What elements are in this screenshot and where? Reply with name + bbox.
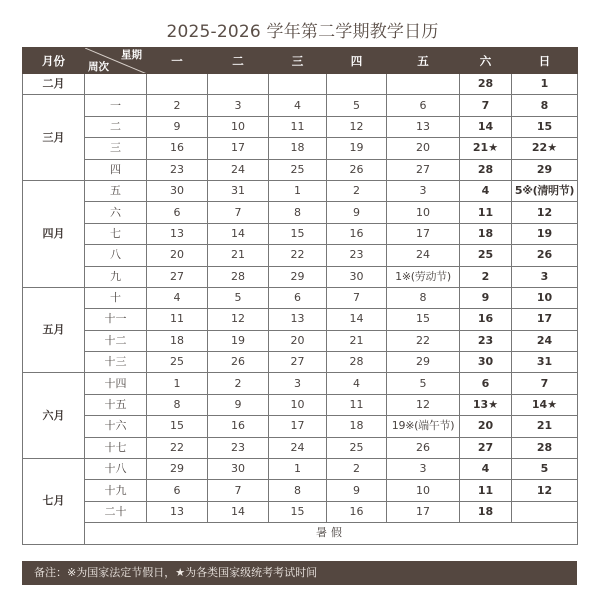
month-cell: 二月: [23, 74, 85, 95]
day-cell: 20: [460, 416, 512, 437]
day-cell: 30: [208, 459, 269, 480]
day-cell: 16: [460, 309, 512, 330]
day-cell: 12: [208, 309, 269, 330]
day-cell: 8: [512, 95, 578, 116]
day-cell: 4: [327, 373, 387, 394]
day-cell: 23: [147, 159, 208, 180]
day-cell: 19: [208, 330, 269, 351]
day-cell: 16: [147, 138, 208, 159]
week-number-cell: 三: [85, 138, 147, 159]
day-cell: 7: [512, 373, 578, 394]
day-cell: 11: [327, 394, 387, 415]
day-cell: 17: [387, 501, 460, 522]
day-cell: 28: [327, 352, 387, 373]
week-number-cell: 七: [85, 223, 147, 244]
day-cell: 6: [269, 287, 327, 308]
week-number-cell: 十二: [85, 330, 147, 351]
day-cell: 25: [460, 245, 512, 266]
day-header-sun: 日: [512, 48, 578, 74]
table-row: [23, 309, 578, 330]
day-cell: 21: [208, 245, 269, 266]
day-cell: 16: [327, 501, 387, 522]
day-cell: 17: [269, 416, 327, 437]
week-number-corner-label: 周次: [88, 61, 109, 73]
day-cell: 5: [512, 459, 578, 480]
day-cell: 23: [208, 437, 269, 458]
day-cell: 25: [147, 352, 208, 373]
day-cell: 7: [208, 480, 269, 501]
day-cell: 16: [208, 416, 269, 437]
day-cell: 26: [387, 437, 460, 458]
day-cell: 10: [512, 287, 578, 308]
week-number-cell: [85, 74, 147, 95]
day-cell: 9: [327, 202, 387, 223]
day-cell: 11: [460, 202, 512, 223]
day-cell: 28: [460, 159, 512, 180]
day-cell: 13: [147, 501, 208, 522]
table-row: [23, 330, 578, 351]
day-cell: 4: [460, 459, 512, 480]
week-number-cell: 二: [85, 116, 147, 137]
day-cell: 6: [460, 373, 512, 394]
day-cell: 4: [460, 180, 512, 201]
day-cell: 12: [512, 202, 578, 223]
month-cell: 三月: [23, 95, 85, 181]
day-cell: 22★: [512, 138, 578, 159]
day-cell: 8: [269, 202, 327, 223]
day-cell: 3: [512, 266, 578, 287]
day-cell: 28: [512, 437, 578, 458]
day-cell: 13: [147, 223, 208, 244]
day-cell: 10: [269, 394, 327, 415]
table-row: [23, 116, 578, 137]
day-cell: 23: [460, 330, 512, 351]
day-cell: 11: [269, 116, 327, 137]
table-row: [23, 459, 578, 480]
day-cell: 17: [208, 138, 269, 159]
day-header-fri: 五: [387, 48, 460, 74]
day-cell: 19: [512, 223, 578, 244]
day-header-tue: 二: [208, 48, 269, 74]
day-cell: 5: [208, 287, 269, 308]
day-cell: 13★: [460, 394, 512, 415]
day-cell: 18: [460, 501, 512, 522]
day-cell: 26: [208, 352, 269, 373]
day-header-mon: 一: [147, 48, 208, 74]
table-row: [23, 501, 578, 522]
table-row: [23, 287, 578, 308]
month-cell: 五月: [23, 287, 85, 373]
day-cell: 12: [387, 394, 460, 415]
header-row: [23, 48, 578, 74]
day-cell: 9: [147, 116, 208, 137]
day-cell: 27: [387, 159, 460, 180]
day-header-thu: 四: [327, 48, 387, 74]
day-cell: 22: [387, 330, 460, 351]
day-cell: 1: [512, 74, 578, 95]
day-cell: 3: [387, 180, 460, 201]
table-row: [23, 245, 578, 266]
day-cell: 15: [387, 309, 460, 330]
day-cell: 18: [327, 416, 387, 437]
day-cell: 3: [269, 373, 327, 394]
day-cell: 15: [147, 416, 208, 437]
day-cell: 28: [208, 266, 269, 287]
table-row: [23, 138, 578, 159]
month-cell: 六月: [23, 373, 85, 459]
day-cell: [208, 74, 269, 95]
week-number-cell: 四: [85, 159, 147, 180]
day-cell: 21★: [460, 138, 512, 159]
day-cell: 18: [147, 330, 208, 351]
day-cell: 14: [208, 501, 269, 522]
day-cell: 5: [327, 95, 387, 116]
day-cell: [512, 501, 578, 522]
day-cell: [387, 74, 460, 95]
day-cell: 20: [147, 245, 208, 266]
day-cell: 2: [460, 266, 512, 287]
day-cell: 16: [327, 223, 387, 244]
day-cell: 6: [147, 202, 208, 223]
day-cell: [147, 74, 208, 95]
footnote-bar: 备注：※为国家法定节假日，★为各类国家级统考考试时间: [22, 561, 577, 585]
week-number-cell: 十一: [85, 309, 147, 330]
day-cell: 10: [208, 116, 269, 137]
week-number-cell: 八: [85, 245, 147, 266]
day-cell: 26: [327, 159, 387, 180]
day-cell: 11: [147, 309, 208, 330]
day-cell: 4: [147, 287, 208, 308]
week-number-cell: 十五: [85, 394, 147, 415]
day-cell: 27: [147, 266, 208, 287]
day-cell: 30: [327, 266, 387, 287]
day-cell: 13: [387, 116, 460, 137]
day-cell: 8: [387, 287, 460, 308]
day-cell: 1※(劳动节): [387, 266, 460, 287]
week-number-cell: 十七: [85, 437, 147, 458]
month-cell: 四月: [23, 180, 85, 287]
day-cell: 24: [208, 159, 269, 180]
day-cell: 25: [327, 437, 387, 458]
day-cell: 2: [147, 95, 208, 116]
week-number-cell: 十九: [85, 480, 147, 501]
day-cell: 6: [387, 95, 460, 116]
table-row: [23, 95, 578, 116]
day-cell: 31: [512, 352, 578, 373]
day-cell: 10: [387, 480, 460, 501]
week-number-cell: 九: [85, 266, 147, 287]
day-cell: 30: [460, 352, 512, 373]
day-cell: 20: [269, 330, 327, 351]
week-number-cell: 十四: [85, 373, 147, 394]
weekday-corner-label: 星期: [121, 49, 142, 61]
day-cell: 21: [512, 416, 578, 437]
table-row: [23, 180, 578, 201]
day-cell: 27: [269, 352, 327, 373]
week-number-cell: 一: [85, 95, 147, 116]
day-cell: 11: [460, 480, 512, 501]
teaching-calendar-table: [22, 47, 578, 545]
day-cell: 15: [512, 116, 578, 137]
day-cell: 20: [387, 138, 460, 159]
day-cell: 7: [327, 287, 387, 308]
week-number-cell: 十三: [85, 352, 147, 373]
month-header: 月份: [23, 48, 85, 74]
day-cell: 18: [269, 138, 327, 159]
week-day-corner-header: [85, 48, 147, 74]
day-cell: 18: [460, 223, 512, 244]
day-cell: 15: [269, 223, 327, 244]
day-header-sat: 六: [460, 48, 512, 74]
week-number-cell: 十: [85, 287, 147, 308]
day-cell: 29: [387, 352, 460, 373]
day-cell: [327, 74, 387, 95]
day-cell: 31: [208, 180, 269, 201]
vacation-row: [23, 523, 578, 544]
day-cell: 22: [269, 245, 327, 266]
day-cell: 22: [147, 437, 208, 458]
day-cell: 1: [147, 373, 208, 394]
day-cell: 19: [327, 138, 387, 159]
day-cell: 21: [327, 330, 387, 351]
day-cell: 28: [460, 74, 512, 95]
day-cell: 5: [387, 373, 460, 394]
day-cell: 15: [269, 501, 327, 522]
week-number-cell: 六: [85, 202, 147, 223]
table-row: [23, 352, 578, 373]
day-cell: 30: [147, 180, 208, 201]
week-number-cell: 二十: [85, 501, 147, 522]
day-cell: 2: [327, 180, 387, 201]
day-cell: 27: [460, 437, 512, 458]
day-cell: 1: [269, 180, 327, 201]
day-cell: 12: [327, 116, 387, 137]
page-title: 2025-2026 学年第二学期教学日历: [166, 22, 439, 42]
table-row: [23, 202, 578, 223]
day-cell: 12: [512, 480, 578, 501]
day-cell: 9: [208, 394, 269, 415]
table-row: [23, 266, 578, 287]
table-row: [23, 416, 578, 437]
day-cell: 13: [269, 309, 327, 330]
day-cell: 29: [269, 266, 327, 287]
day-cell: [269, 74, 327, 95]
table-row: [23, 480, 578, 501]
day-cell: 10: [387, 202, 460, 223]
summer-vacation-cell: 暑假: [85, 523, 578, 544]
day-cell: 14: [327, 309, 387, 330]
day-cell: 7: [208, 202, 269, 223]
day-cell: 7: [460, 95, 512, 116]
day-cell: 3: [387, 459, 460, 480]
week-number-cell: 十八: [85, 459, 147, 480]
day-cell: 6: [147, 480, 208, 501]
day-cell: 8: [269, 480, 327, 501]
day-cell: 14: [460, 116, 512, 137]
day-cell: 29: [147, 459, 208, 480]
day-cell: 14★: [512, 394, 578, 415]
day-cell: 17: [387, 223, 460, 244]
day-cell: 25: [269, 159, 327, 180]
day-cell: 9: [327, 480, 387, 501]
table-row: [23, 373, 578, 394]
day-cell: 2: [208, 373, 269, 394]
week-number-cell: 十六: [85, 416, 147, 437]
day-header-wed: 三: [269, 48, 327, 74]
day-cell: 24: [387, 245, 460, 266]
day-cell: 24: [512, 330, 578, 351]
day-cell: 5※(清明节): [512, 180, 578, 201]
day-cell: 9: [460, 287, 512, 308]
day-cell: 2: [327, 459, 387, 480]
day-cell: 14: [208, 223, 269, 244]
day-cell: 3: [208, 95, 269, 116]
day-cell: 19※(端午节): [387, 416, 460, 437]
table-row: [23, 223, 578, 244]
day-cell: 4: [269, 95, 327, 116]
table-row: [23, 74, 578, 95]
day-cell: 24: [269, 437, 327, 458]
week-number-cell: 五: [85, 180, 147, 201]
day-cell: 8: [147, 394, 208, 415]
day-cell: 1: [269, 459, 327, 480]
day-cell: 17: [512, 309, 578, 330]
calendar-body: [23, 74, 578, 545]
month-cell: 七月: [23, 459, 85, 545]
day-cell: 23: [327, 245, 387, 266]
day-cell: 29: [512, 159, 578, 180]
table-row: [23, 394, 578, 415]
table-row: [23, 159, 578, 180]
day-cell: 26: [512, 245, 578, 266]
table-row: [23, 437, 578, 458]
